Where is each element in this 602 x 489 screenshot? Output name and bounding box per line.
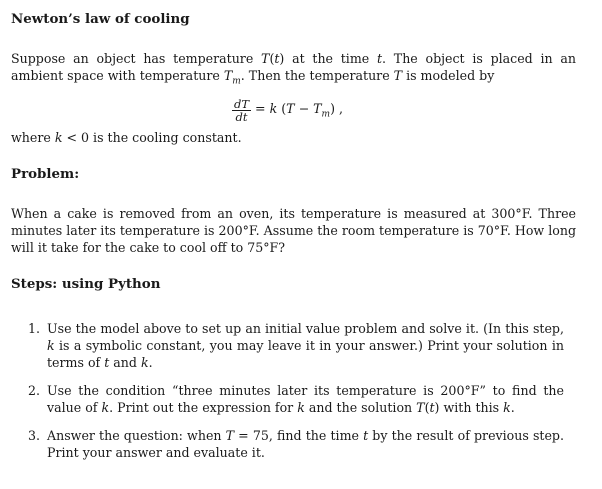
intro-text: ) at the time (279, 51, 377, 66)
steps-heading: Steps: using Python (11, 276, 161, 292)
var-T: T (313, 100, 322, 116)
var-T: T (416, 400, 425, 415)
step-text: ( (424, 400, 430, 415)
var-k: k (503, 400, 511, 415)
var-m: m (321, 109, 331, 120)
var-t: t (274, 51, 280, 66)
eq-text: − (294, 100, 314, 116)
step-text: Answer the question: when (47, 428, 226, 443)
step-text: Use the model above to set up an initial value problem and solve it. (In this step, (47, 321, 564, 336)
list-item (28, 382, 564, 416)
where-text: < 0 is the cooling constant. (62, 130, 242, 145)
steps-list (28, 382, 564, 416)
list-item (28, 320, 564, 371)
step-text: is a symbolic constant, you may leave it in your answer.) Print your solution in terms of (47, 338, 564, 370)
cooling-equation (232, 90, 343, 130)
var-k: k (140, 355, 149, 370)
step-text: ) with this (434, 400, 504, 415)
step-text: = 75, find the time (234, 428, 364, 443)
var-m: m (232, 76, 241, 87)
var-t: t (376, 51, 383, 66)
section-title: Newton’s law of cooling (11, 11, 190, 27)
step-text: . (148, 355, 153, 370)
var-k: k (101, 400, 110, 415)
equation-rhs (255, 101, 343, 120)
var-k: k (54, 130, 63, 145)
intro-text: is modeled by (402, 68, 495, 83)
step-number: 2. (28, 383, 41, 398)
step-text: and the solution (304, 400, 417, 415)
var-T: T (223, 68, 233, 83)
eq-text: ( (277, 100, 287, 116)
step-text: . Print out the expression for (109, 400, 298, 415)
intro-text: . The object is placed in an ambient space with temperature (11, 51, 576, 83)
step-text: and (109, 355, 141, 370)
intro-paragraph (11, 50, 576, 91)
var-t: t (363, 428, 369, 443)
step-text: . (510, 400, 515, 415)
eq-text: = (255, 100, 270, 116)
intro-text: Suppose an object has temperature (11, 51, 262, 66)
derivative-fraction (232, 98, 251, 123)
var-T: T (286, 100, 295, 116)
where-text: where (11, 130, 55, 145)
var-T: T (393, 68, 403, 83)
var-T: T (225, 428, 235, 443)
var-k: k (47, 338, 55, 353)
var-k: k (297, 400, 305, 415)
var-T: T (261, 51, 270, 66)
list-item (28, 427, 564, 461)
step-number: 3. (28, 428, 41, 443)
step-text: by the result of previous step. Print your answer and evaluate it. (47, 428, 564, 460)
var-t: t (429, 400, 435, 415)
problem-text: When a cake is removed from an oven, its temperature is measured at 300°F. Three minutes later its temperature is 200°F. Assume the room temperature is 70°F. How long will it take for the cake to cool off to 75°F? (11, 206, 576, 255)
var-t: t (104, 355, 110, 370)
denominator: dt (235, 109, 248, 124)
step-text: Use the condition “three minutes later its temperature is 200°F” to find the value of (47, 383, 564, 415)
where-clause (11, 129, 576, 146)
intro-text: . Then the temperature (240, 68, 394, 83)
intro-text: ( (269, 51, 275, 66)
step-number: 1. (28, 321, 41, 336)
steps-list (28, 427, 564, 461)
eq-text: ) , (330, 100, 344, 116)
problem-heading: Problem: (11, 166, 80, 182)
steps-list (28, 320, 564, 371)
numerator: dT (234, 96, 250, 111)
var-k: k (269, 100, 278, 116)
